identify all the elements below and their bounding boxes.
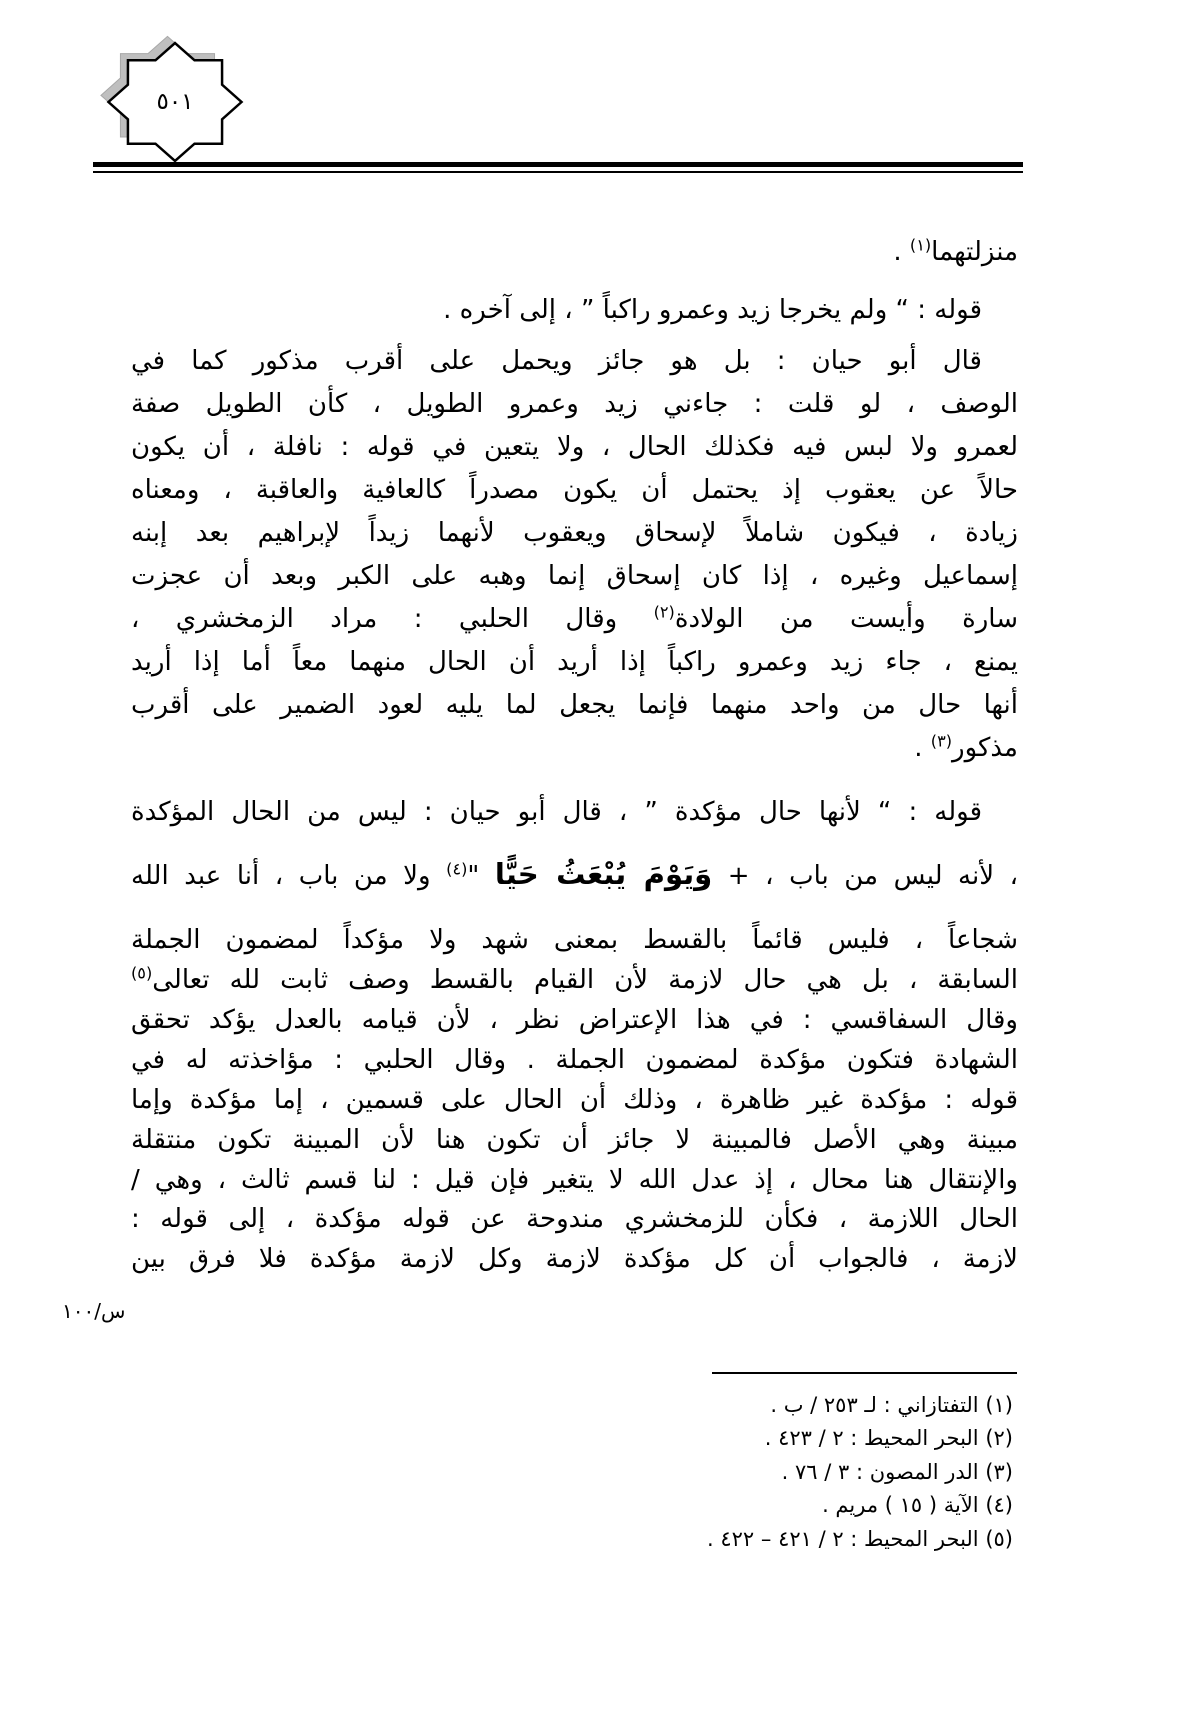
line-text: منزلتهما — [931, 237, 1018, 267]
body-line: الوصف ، لو قلت : جاءني زيد وعمرو الطويل ، كأن الطويل صفة — [131, 389, 1018, 419]
line-text: مذكور — [952, 733, 1018, 763]
footnote-ref: (٥) — [131, 963, 153, 983]
footnote-item: (٣) الدر المصون : ٣ / ٧٦ . — [781, 1460, 1013, 1484]
body-line: قوله : مؤكدة غير ظاهرة ، وذلك أن الحال على قسمين ، إما مؤكدة وإما — [131, 1085, 1018, 1115]
line-text: . — [893, 237, 910, 267]
body-line: وقال السفاقسي : في هذا الإعتراض نظر ، لأن قيامه بالعدل يؤكد تحقق — [131, 1005, 1018, 1035]
body-line: إسماعيل وغيره ، إذا كان إسحاق إنما وهبه على الكبر وبعد أن عجزت — [131, 561, 1018, 591]
line-text: ولا من باب ، أنا عبد الله — [131, 861, 447, 891]
footnote-item: (١) التفتازاني : لـ ٢٥٣ / ب . — [770, 1393, 1013, 1417]
line-text: ، لأنه ليس من باب ، + — [712, 861, 1019, 891]
header-rule-thick — [93, 162, 1023, 167]
body-line: حالاً عن يعقوب إذ يحتمل أن يكون مصدراً كالعافية والعاقبة ، ومعناه — [131, 475, 1018, 505]
footnote-item: (٢) البحر المحيط : ٢ / ٤٢٣ . — [764, 1426, 1013, 1450]
body-line: شجاعاً ، فليس قائماً بالقسط بمعنى شهد ولا مؤكداً لمضمون الجملة — [131, 925, 1018, 955]
footnote-ref: (٤) — [446, 859, 468, 879]
footnote-item: (٤) الآية ( ١٥ ) مريم . — [822, 1493, 1013, 1517]
body-line: لعمرو ولا لبس فيه فكذلك الحال ، ولا يتعين في قوله : نافلة ، أن يكون — [131, 432, 1018, 462]
body-line: أنها حال من واحد منهما فإنما يجعل لما يليه لعود الضمير على أقرب — [131, 690, 1018, 720]
body-line: والإنتقال هنا محال ، إذ عدل الله لا يتغير فإن قيل : لنا قسم ثالث ، وهي / — [131, 1165, 1018, 1195]
body-line: قوله : “ ولم يخرجا زيد وعمرو راكباً ” ، إلى آخره . — [443, 295, 982, 325]
footnote-separator — [712, 1372, 1017, 1374]
footnote-ref: (١) — [909, 235, 932, 255]
footnote-item: (٥) البحر المحيط : ٢ / ٤٢١ – ٤٢٢ . — [707, 1527, 1013, 1551]
verse-close-mark: " — [467, 861, 495, 891]
footnote-ref: (٣) — [930, 731, 953, 751]
body-line — [131, 599, 1018, 639]
body-line: مبينة وهي الأصل فالمبينة لا جائز أن تكون هنا لأن المبينة تكون منتقلة — [131, 1125, 1018, 1155]
line-text: وقال الحلبي : مراد الزمخشري ، — [131, 604, 654, 634]
folio-reference: ١٠٠/س — [62, 1299, 126, 1323]
body-line — [131, 856, 1018, 896]
body-line — [131, 960, 1018, 1000]
page-number: ٥٠١ — [156, 89, 194, 115]
body-line: قوله : “ لأنها حال مؤكدة ” ، قال أبو حيان : ليس من الحال المؤكدة — [131, 797, 982, 827]
body-line: لازمة ، فالجواب أن كل مؤكدة لازمة وكل لازمة مؤكدة فلا فرق بين — [131, 1244, 1018, 1274]
body-line: زيادة ، فيكون شاملاً لإسحاق ويعقوب لأنهما زيداً لإبراهيم بعد إبنه — [131, 518, 1018, 548]
body-line — [131, 232, 1018, 272]
body-line: الحال اللازمة ، فكأن للزمخشري مندوحة عن قوله مؤكدة ، إلى قوله : — [131, 1204, 1018, 1234]
footnote-ref: (٢) — [653, 602, 675, 622]
body-line: يمنع ، جاء زيد وعمرو راكباً إذا أريد أن الحال منهما معاً أما إذا أريد — [131, 647, 1018, 677]
line-text: سارة وأيست من الولادة — [674, 604, 1018, 634]
body-line: قال أبو حيان : بل هو جائز ويحمل على أقرب مذكور كما في — [131, 346, 982, 376]
line-text: . — [914, 733, 931, 763]
header-rule-thin — [93, 171, 1023, 173]
line-text: السابقة ، بل هي حال لازمة لأن القيام بالقسط وصف ثابت لله تعالى — [152, 965, 1018, 995]
page-number-badge — [87, 24, 263, 180]
body-line — [131, 728, 1018, 768]
quran-verse: وَيَوْمَ يُبْعَثُ حَيًّا — [494, 857, 713, 891]
body-line: الشهادة فتكون مؤكدة لمضمون الجملة . وقال الحلبي : مؤاخذته له في — [131, 1045, 1018, 1075]
